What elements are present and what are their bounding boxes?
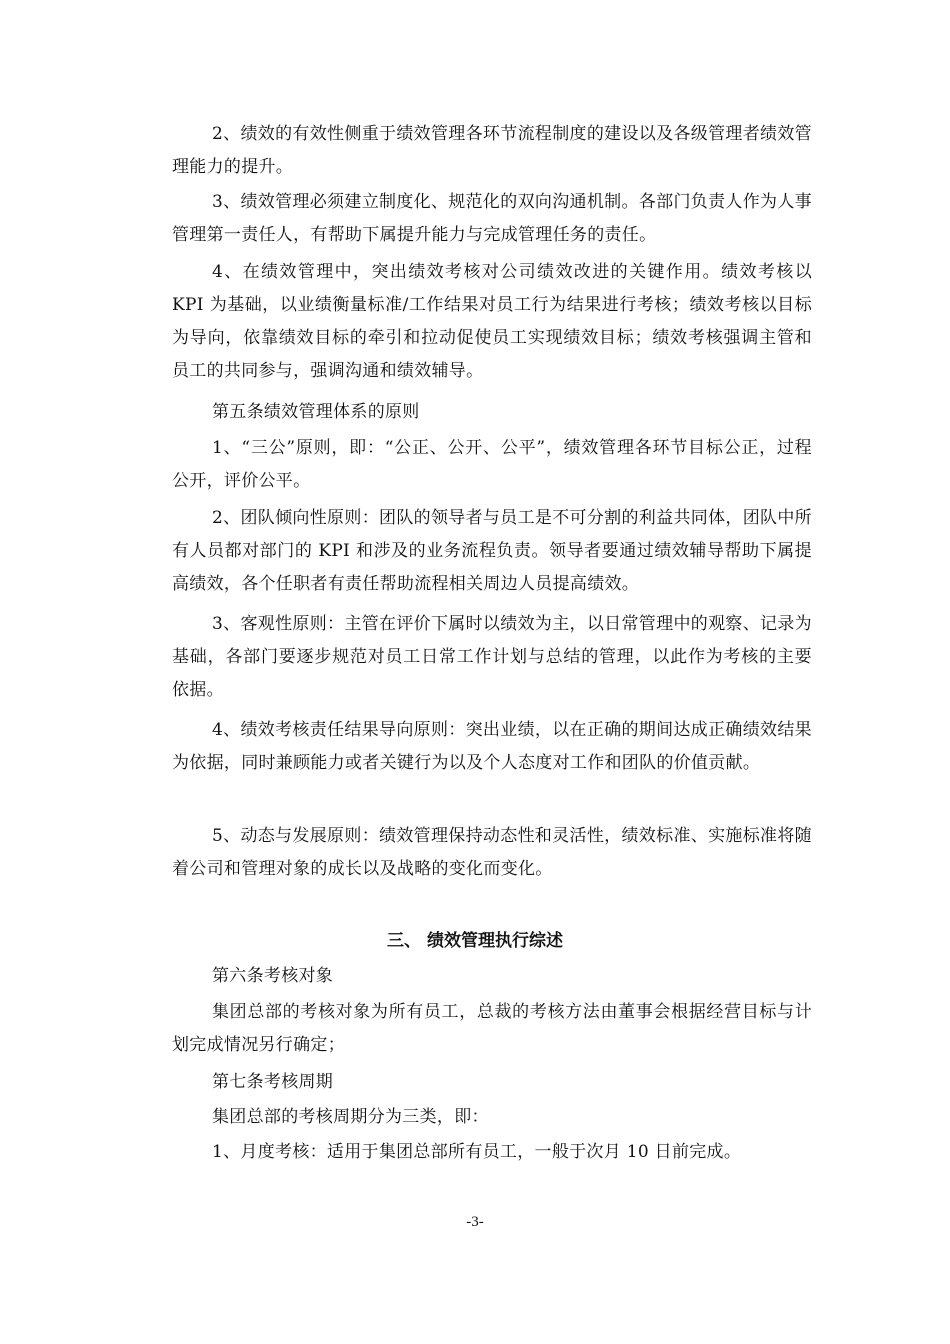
page-number: -3- <box>466 1214 484 1230</box>
paragraph-effectiveness: 2、绩效的有效性侧重于绩效管理各环节流程制度的建设以及各级管理者绩效管理能力的提升。 <box>172 124 812 177</box>
paragraph-assessment-target: 集团总部的考核对象为所有员工，总裁的考核方法由董事会根据经营目标与计划完成情况另行确定； <box>172 1002 812 1055</box>
paragraph-result-oriented: 4、绩效考核责任结果导向原则：突出业绩，以在正确的期间达成正确绩效结果为依据，同时兼顾能力或者关键行为以及个人态度对工作和团队的价值贡献。 <box>172 720 812 773</box>
paragraph-dynamic-principle: 5、动态与发展原则：绩效管理保持动态性和灵活性，绩效标准、实施标准将随着公司和管理对象的成长以及战略的变化而变化。 <box>172 826 812 879</box>
paragraph-team-principle: 2、团队倾向性原则：团队的领导者与员工是不可分割的利益共同体，团队中所有人员都对部门的 KPI 和涉及的业务流程负责。领导者要通过绩效辅导帮助下属提高绩效，各个任职者有责任帮助流程相关周边人员提高绩效。 <box>172 508 812 594</box>
paragraph-monthly-assessment: 1、月度考核：适用于集团总部所有员工，一般于次月 10 日前完成。 <box>212 1142 742 1162</box>
paragraph-communication: 3、绩效管理必须建立制度化、规范化的双向沟通机制。各部门负责人作为人事管理第一责任人，有帮助下属提升能力与完成管理任务的责任。 <box>172 192 812 245</box>
paragraph-cycle-intro: 集团总部的考核周期分为三类，即： <box>212 1107 489 1127</box>
paragraph-kpi-assessment: 4、在绩效管理中，突出绩效考核对公司绩效改进的关键作用。绩效考核以 KPI 为基础，以业绩衡量标准/工作结果对员工行为结果进行考核；绩效考核以目标为导向，依靠绩效目标的牵引和拉动促使员工实现绩效目标；绩效考核强调主管和员工的共同参与，强调沟通和绩效辅导。 <box>172 262 812 381</box>
article-7-heading: 第七条考核周期 <box>212 1072 334 1092</box>
paragraph-three-principles: 1、“三公”原则，即：“公正、公开、公平”，绩效管理各环节目标公正，过程公开，评价公平。 <box>172 438 812 491</box>
section-3-heading: 三、 绩效管理执行综述 <box>387 931 563 951</box>
article-5-heading: 第五条绩效管理体系的原则 <box>212 402 420 422</box>
paragraph-objective-principle: 3、客观性原则：主管在评价下属时以绩效为主，以日常管理中的观察、记录为基础，各部门要逐步规范对员工日常工作计划与总结的管理，以此作为考核的主要依据。 <box>172 614 812 700</box>
article-6-heading: 第六条考核对象 <box>212 966 334 986</box>
